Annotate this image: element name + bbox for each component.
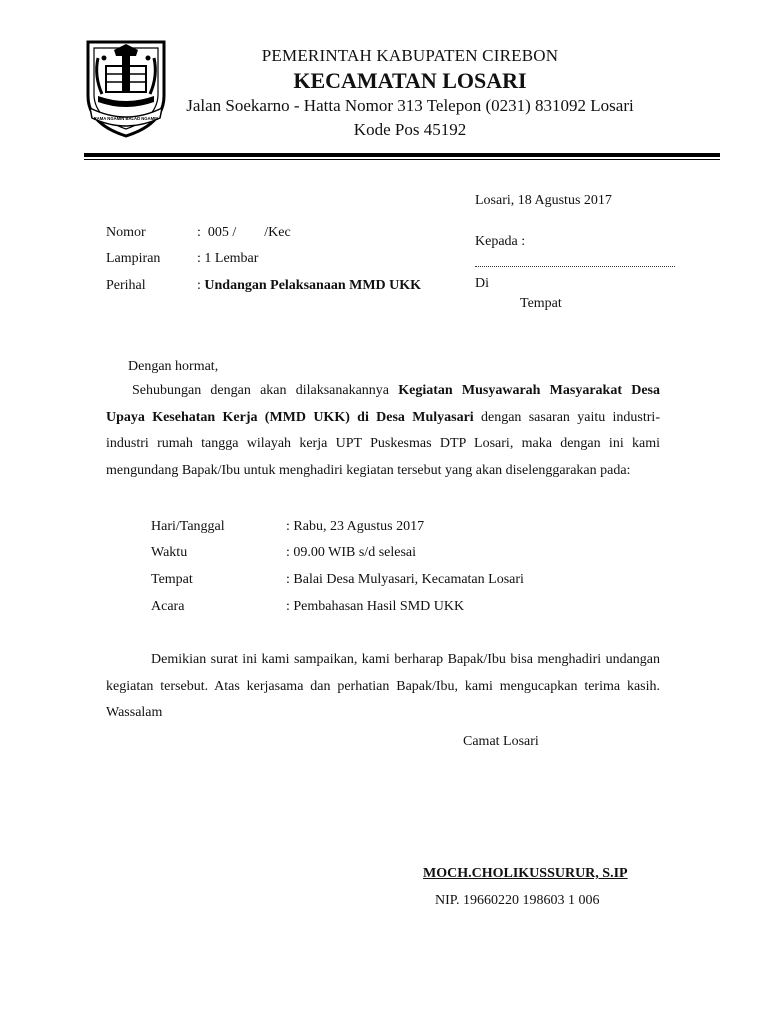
closing-paragraph: Demikian surat ini kami sampaikan, kami berharap Bapak/Ibu bisa menghadiri undangan kegiatan tersebut. Atas kerjasama dan perhatian Bapak/Ibu, kami mengucapkan terima kasih. Wassalam xyxy=(106,652,660,721)
recipient-kepada: Kepada : xyxy=(475,234,526,249)
perihal-subject: Undangan Pelaksanaan MMD UKK xyxy=(204,278,422,293)
signatory-nip: NIP. 19660220 198603 1 006 xyxy=(435,893,600,908)
body-event-name: Kegiatan Musyawarah Masyarakat Desa Upaya Kesehatan Kerja (MMD UKK) di Desa Mulyasari xyxy=(106,383,660,425)
letterhead-address: Jalan Soekarno - Hatta Nomor 313 Telepon (0231) 831092 Losari xyxy=(186,96,634,115)
detail-label: Acara xyxy=(151,599,185,614)
letterhead-postal-code: Kode Pos 45192 xyxy=(353,120,467,139)
signatory-title: Camat Losari xyxy=(463,734,539,749)
nomor-label: Nomor xyxy=(106,225,146,240)
perihal-value xyxy=(197,278,421,294)
svg-text:RAMA NGAMIN BALAD NGAMIN: RAMA NGAMIN BALAD NGAMIN xyxy=(93,116,159,121)
body-rest: dengan sasaran yaitu industri-industri rumah tangga wilayah kerja UPT Puskesmas DTP Losari, maka dengan ini kami mengundang Bapak/Ibu untuk menghadiri kegiatan tersebut yang akan diselenggarakan pada: xyxy=(106,409,660,479)
detail-value: : 09.00 WIB s/d selesai xyxy=(286,545,417,560)
letterhead-government: PEMERINTAH KABUPATEN CIREBON xyxy=(261,46,559,65)
body-intro: Sehubungan dengan akan dilaksanakannya xyxy=(132,383,399,398)
perihal-label: Perihal xyxy=(106,278,146,293)
body-paragraph xyxy=(106,378,660,485)
letterhead-divider-thin xyxy=(84,159,720,160)
nomor-value: : 005 / /Kec xyxy=(197,225,291,240)
detail-label: Hari/Tanggal xyxy=(151,519,225,534)
lampiran-value: : 1 Lembar xyxy=(197,251,259,266)
detail-value: : Balai Desa Mulyasari, Kecamatan Losari xyxy=(286,572,524,587)
letterhead-office: KECAMATAN LOSARI xyxy=(293,68,527,93)
recipient-dotted-line xyxy=(475,266,675,267)
greeting: Dengan hormat, xyxy=(128,359,219,374)
detail-label: Tempat xyxy=(151,572,193,587)
perihal-colon: : xyxy=(197,278,205,293)
recipient-tempat: Tempat xyxy=(520,296,562,311)
detail-value: : Rabu, 23 Agustus 2017 xyxy=(286,519,425,534)
signatory-name: MOCH.CHOLIKUSSURUR, S.IP xyxy=(423,866,628,881)
detail-value: : Pembahasan Hasil SMD UKK xyxy=(286,599,465,614)
recipient-di: Di xyxy=(475,276,489,291)
letter-date: Losari, 18 Agustus 2017 xyxy=(475,193,612,208)
lampiran-label: Lampiran xyxy=(106,251,161,266)
detail-label: Waktu xyxy=(151,545,188,560)
letterhead-divider-thick xyxy=(84,153,720,157)
